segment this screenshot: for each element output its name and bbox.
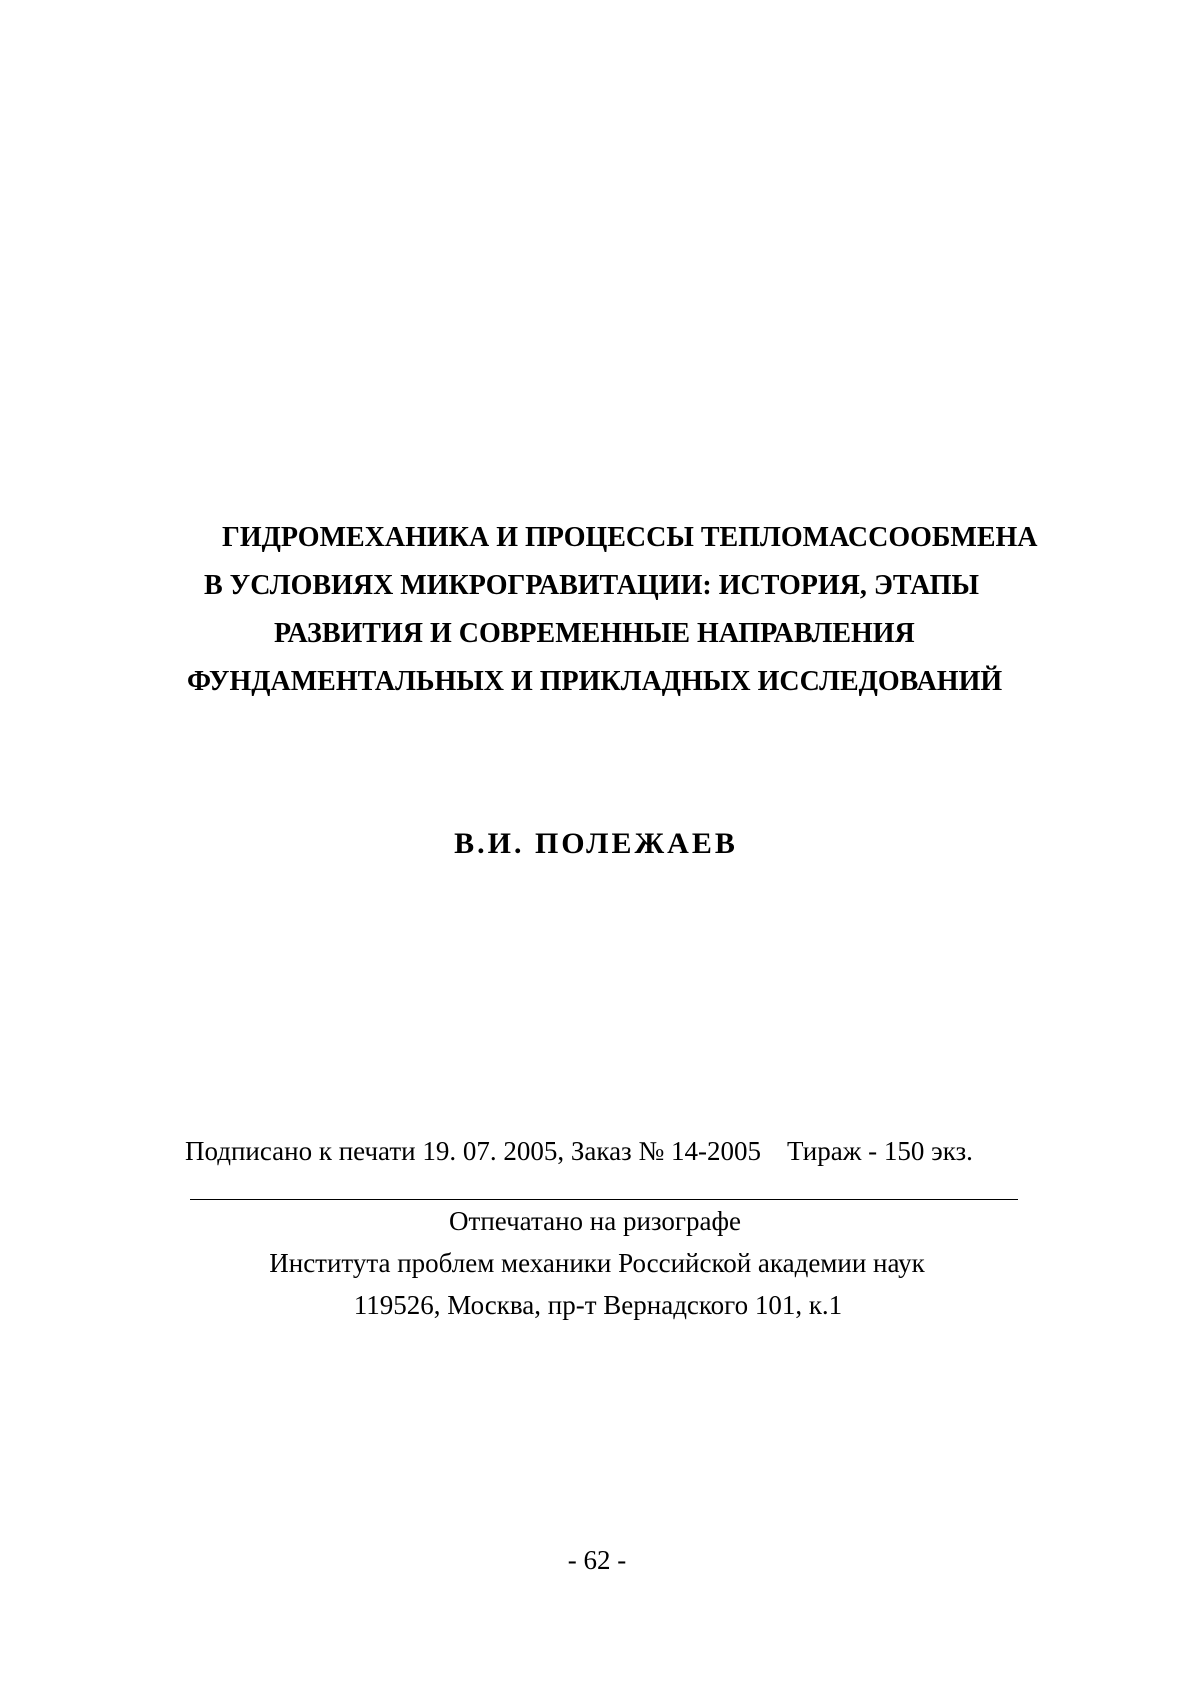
title-line-4: ФУНДАМЕНТАЛЬНЫХ И ПРИКЛАДНЫХ ИССЛЕДОВАНИЙ	[187, 666, 1003, 697]
printed-line-2: Института проблем механики Российской академии наук	[269, 1248, 925, 1278]
author-name: В.И. ПОЛЕЖАЕВ	[454, 827, 738, 860]
imprint-signed: Подписано к печати 19. 07. 2005, Заказ № 14-2005	[185, 1136, 761, 1166]
imprint-line	[185, 1135, 973, 1167]
title-line-2: В УСЛОВИЯХ МИКРОГРАВИТАЦИИ: ИСТОРИЯ, ЭТАПЫ	[204, 570, 979, 601]
printed-line-3: 119526, Москва, пр-т Вернадского 101, к.1	[353, 1290, 843, 1320]
title-line-1: ГИДРОМЕХАНИКА И ПРОЦЕССЫ ТЕПЛОМАССООБМЕНА	[222, 522, 1038, 553]
printed-line-1: Отпечатано на ризографе	[449, 1206, 741, 1236]
page-number: - 62 -	[567, 1545, 627, 1575]
title-line-3: РАЗВИТИЯ И СОВРЕМЕННЫЕ НАПРАВЛЕНИЯ	[274, 618, 915, 649]
horizontal-rule	[190, 1199, 1018, 1200]
imprint-run: Тираж - 150 экз.	[786, 1136, 973, 1166]
